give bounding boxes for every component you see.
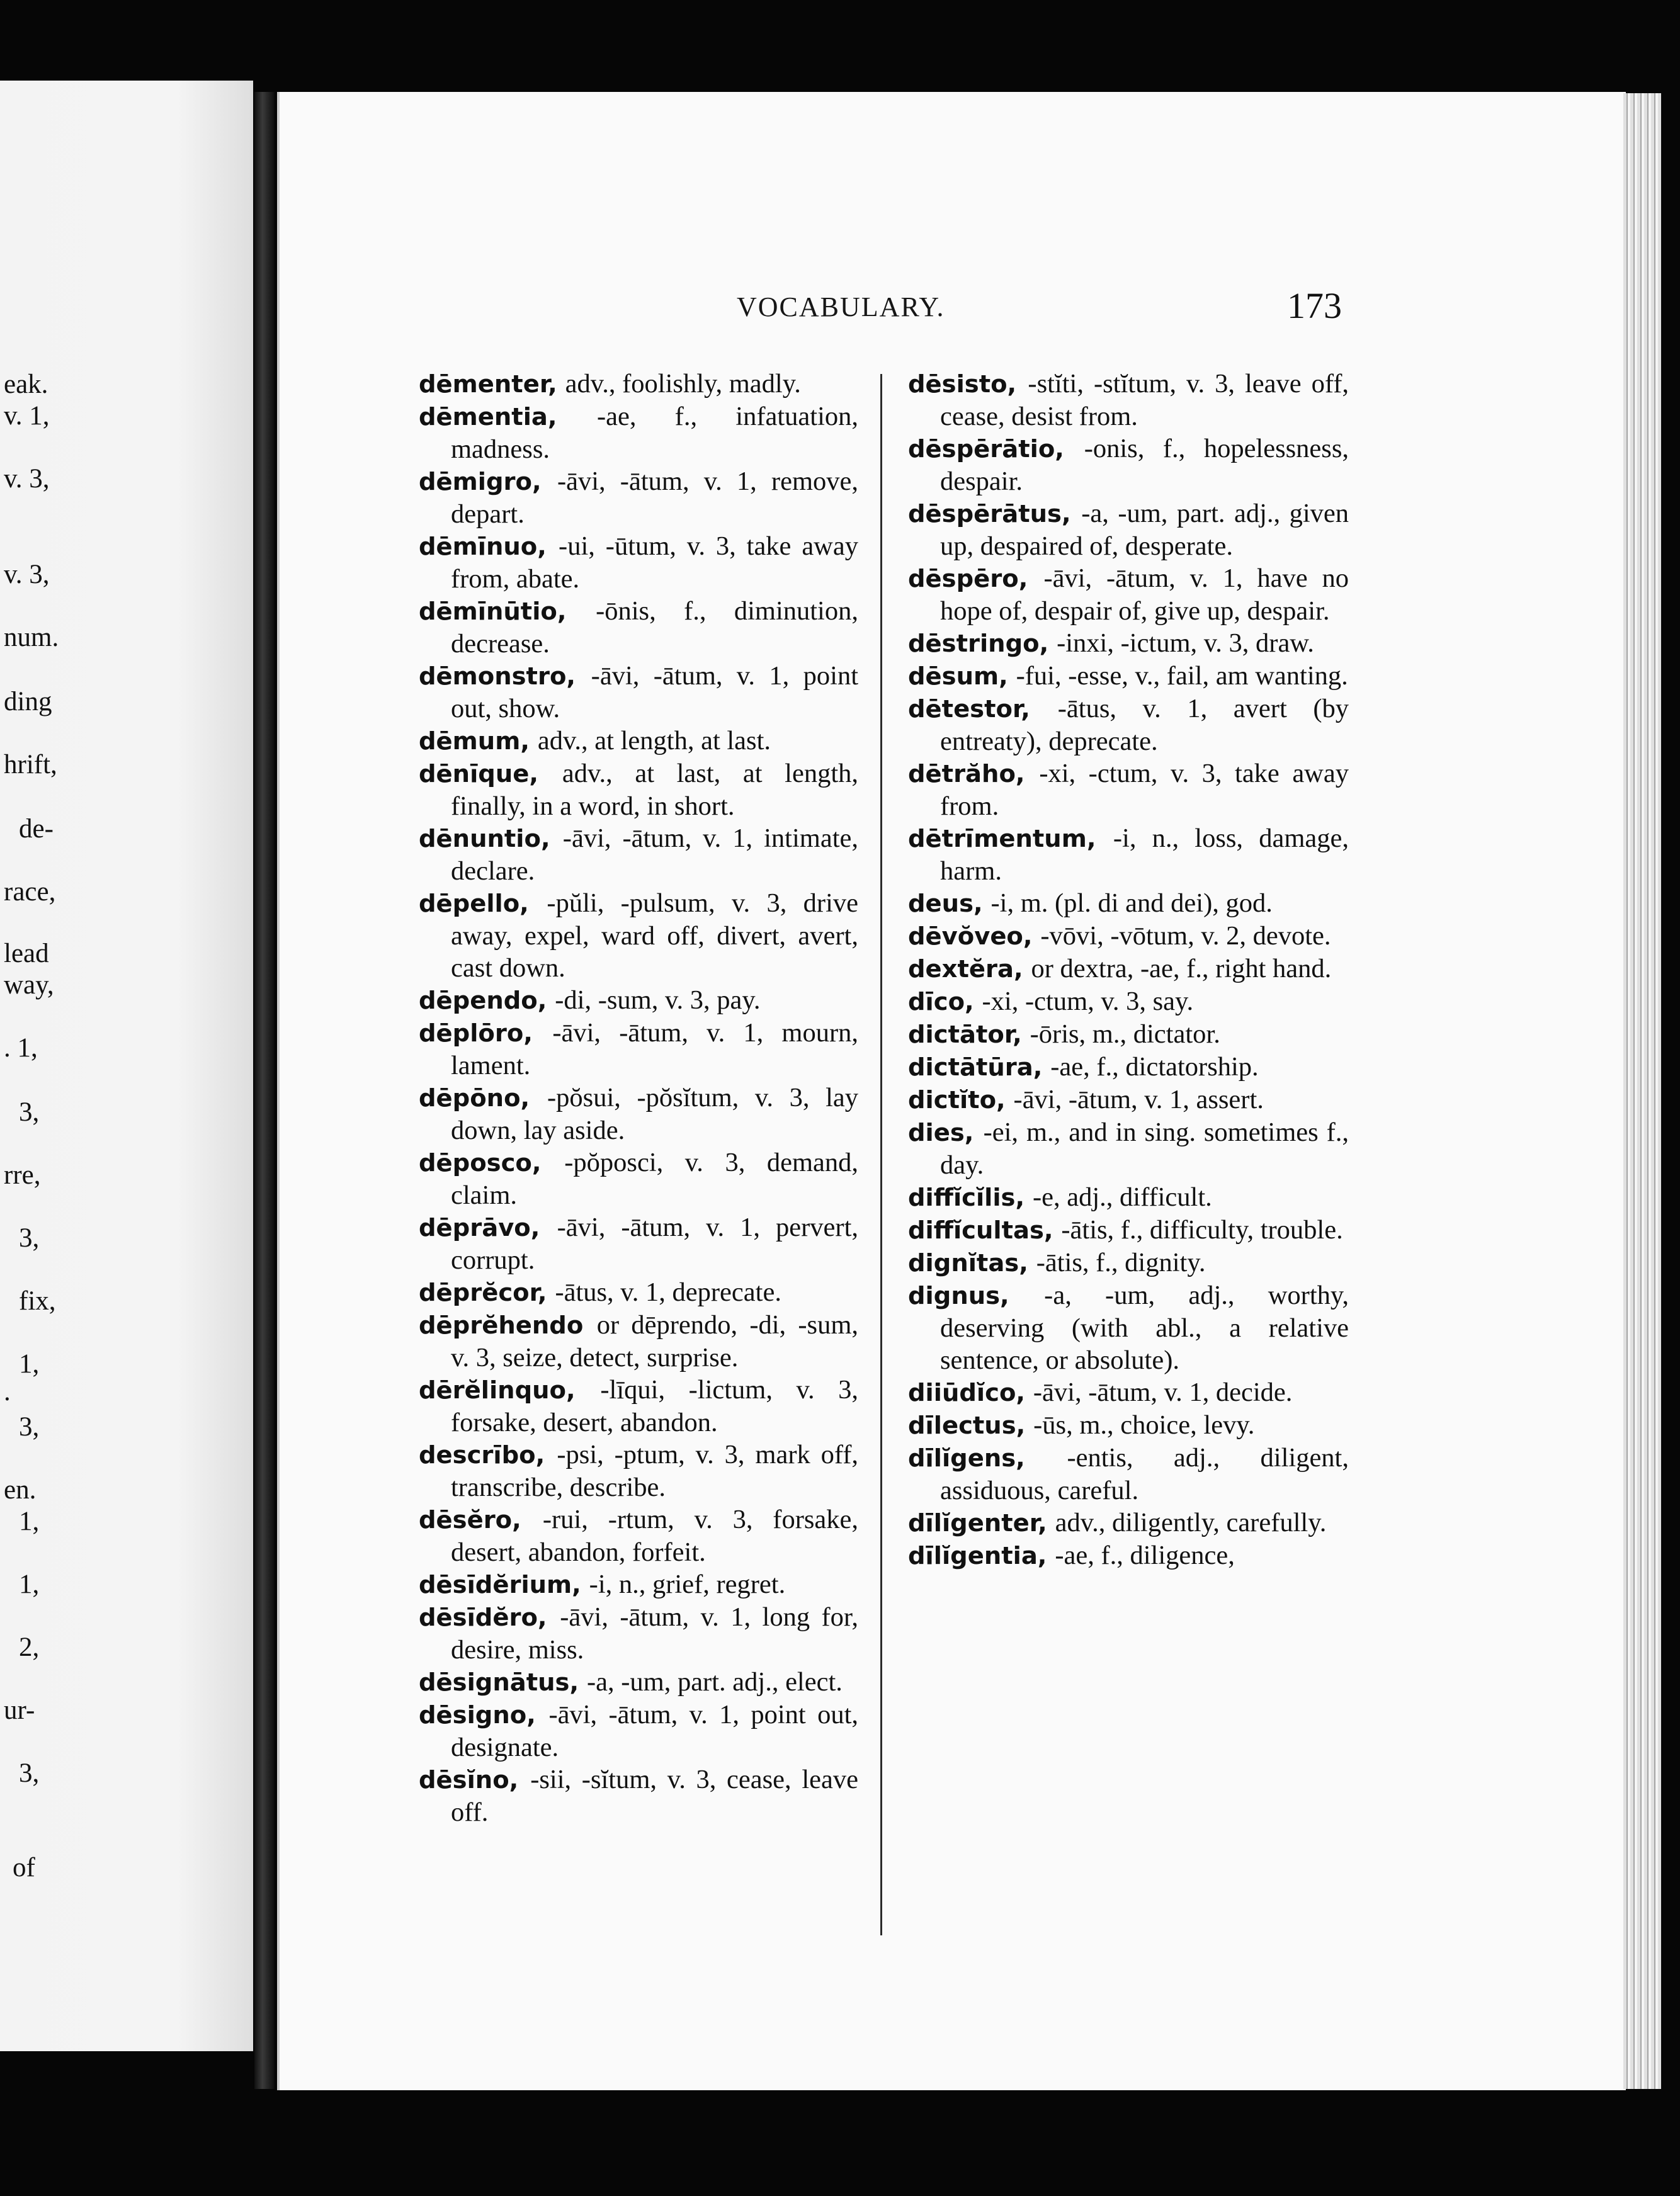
entry-headword: dēmigro, bbox=[419, 468, 542, 496]
entry-definition: -i, n., loss, damage, harm. bbox=[940, 824, 1349, 886]
entry-definition: -e, adj., difficult. bbox=[1032, 1182, 1212, 1212]
entry-definition: -ātis, f., difficulty, trouble. bbox=[1061, 1215, 1343, 1245]
vocabulary-entry bbox=[908, 985, 1349, 1018]
vocabulary-entry bbox=[908, 1181, 1349, 1214]
left-fragment-line: 3, bbox=[19, 1758, 40, 1788]
vocabulary-entry bbox=[908, 1051, 1349, 1084]
vocabulary-entry bbox=[419, 984, 858, 1017]
entry-definition: -vōvi, -vōtum, v. 2, devote. bbox=[1040, 921, 1331, 951]
entry-headword: dēmenter, bbox=[419, 370, 557, 399]
left-fragment-line: ding bbox=[4, 687, 52, 716]
left-fragment-line: 1, bbox=[19, 1507, 40, 1536]
entry-definition: -inxi, -ictum, v. 3, draw. bbox=[1057, 628, 1314, 658]
column-divider bbox=[880, 374, 882, 1935]
entry-definition: -ātis, f., dignity. bbox=[1036, 1248, 1206, 1277]
vocabulary-entry bbox=[419, 1146, 858, 1211]
entry-definition: -āvi, -ātum, v. 1, intimate, declare. bbox=[451, 824, 858, 886]
vocabulary-entry bbox=[908, 822, 1349, 887]
entry-headword: dextĕra, bbox=[908, 955, 1023, 983]
vocabulary-entry bbox=[908, 1247, 1349, 1279]
left-fragment-line: ur- bbox=[4, 1695, 35, 1725]
entry-headword: dēsĕro, bbox=[419, 1506, 521, 1534]
entry-headword: diffĭcĭlis, bbox=[908, 1184, 1025, 1212]
vocabulary-entry bbox=[908, 1214, 1349, 1247]
vocabulary-entry bbox=[908, 497, 1349, 562]
left-fragment-line: v. 1, bbox=[4, 401, 50, 431]
entry-definition: or dextra, -ae, f., right hand. bbox=[1031, 954, 1332, 983]
entry-headword: diiūdĭco, bbox=[908, 1379, 1026, 1407]
entry-headword: dēsum, bbox=[908, 662, 1008, 691]
vocabulary-entry bbox=[908, 1507, 1349, 1539]
entry-headword: dēprĕhendo bbox=[419, 1311, 584, 1340]
entry-definition: -i, n., grief, regret. bbox=[589, 1570, 786, 1599]
vocabulary-entry bbox=[419, 1601, 858, 1666]
entry-definition: adv., foolishly, madly. bbox=[565, 369, 801, 399]
running-header: VOCABULARY. bbox=[737, 291, 945, 322]
entry-definition: -ae, f., dictatorship. bbox=[1050, 1052, 1259, 1082]
entry-headword: deus, bbox=[908, 890, 983, 918]
entry-headword: dēsĭno, bbox=[419, 1766, 519, 1794]
entry-definition: -rui, -rtum, v. 3, forsake, desert, abandon, forfeit. bbox=[451, 1505, 858, 1567]
left-fragment-line: eak. bbox=[4, 370, 48, 399]
vocabulary-entry bbox=[419, 1276, 858, 1309]
entry-headword: diffĭcultas, bbox=[908, 1216, 1053, 1245]
entry-definition: -fui, -esse, v., fail, am wanting. bbox=[1016, 661, 1348, 691]
entry-definition: adv., at last, at length, finally, in a word, in short. bbox=[451, 759, 859, 821]
entry-definition: -a, -um, adj., worthy, deserving (with abl., a relative sentence, or absolute). bbox=[940, 1281, 1349, 1375]
vocabulary-entry bbox=[908, 368, 1349, 433]
entry-definition: -pŏsui, -pŏsĭtum, v. 3, lay down, lay aside. bbox=[451, 1083, 858, 1145]
vocabulary-entry bbox=[419, 887, 858, 984]
entry-definition: -ātus, v. 1, avert (by entreaty), deprecate. bbox=[940, 694, 1349, 756]
entry-definition: -sii, -sĭtum, v. 3, cease, leave off. bbox=[451, 1765, 858, 1827]
left-fragment-line: 3, bbox=[19, 1412, 40, 1442]
entry-headword: dēplōro, bbox=[419, 1019, 533, 1048]
entry-headword: dētestor, bbox=[908, 695, 1030, 723]
vocabulary-entry bbox=[419, 822, 858, 887]
vocabulary-entry bbox=[908, 627, 1349, 660]
entry-definition: -i, m. (pl. di and dei), god. bbox=[990, 888, 1273, 918]
entry-definition: -āvi, -ātum, v. 1, long for, desire, miss. bbox=[451, 1602, 859, 1665]
vocabulary-entry bbox=[419, 368, 858, 400]
entry-headword: dēsigno, bbox=[419, 1701, 536, 1729]
entry-definition: -ūs, m., choice, levy. bbox=[1033, 1410, 1255, 1440]
entry-definition: -āvi, -ātum, v. 1, assert. bbox=[1013, 1085, 1264, 1114]
left-fragment-line: race, bbox=[4, 877, 56, 907]
entry-definition: -ātus, v. 1, deprecate. bbox=[555, 1277, 781, 1307]
vocabulary-entry bbox=[908, 562, 1349, 627]
entry-headword: dēsisto, bbox=[908, 370, 1017, 399]
entry-headword: dērĕlinquo, bbox=[419, 1376, 576, 1405]
vocabulary-entry bbox=[908, 920, 1349, 953]
entry-headword: dēstringo, bbox=[908, 630, 1049, 658]
vocabulary-entry bbox=[908, 953, 1349, 985]
left-fragment-line: v. 3, bbox=[4, 464, 50, 494]
vocabulary-entry bbox=[419, 1503, 858, 1568]
entry-headword: dēmīnuo, bbox=[419, 533, 547, 561]
vocabulary-entry bbox=[419, 1211, 858, 1276]
entry-headword: dēmīnūtio, bbox=[419, 597, 567, 626]
vocabulary-entry bbox=[419, 465, 858, 530]
vocabulary-entry bbox=[908, 1409, 1349, 1442]
left-fragment-line: . bbox=[4, 1377, 11, 1406]
book-gutter bbox=[254, 92, 275, 2089]
left-fragment-line: of bbox=[13, 1853, 35, 1882]
entry-headword: dictĭto, bbox=[908, 1086, 1006, 1114]
entry-headword: dēspēro, bbox=[908, 565, 1028, 593]
entry-definition: -psi, -ptum, v. 3, mark off, transcribe, describe. bbox=[451, 1440, 859, 1502]
entry-headword: dēpello, bbox=[419, 890, 529, 918]
entry-definition: -pŏposci, v. 3, demand, claim. bbox=[451, 1148, 859, 1210]
left-fragment-line: fix, bbox=[19, 1286, 56, 1316]
entry-definition: -āvi, -ātum, v. 1, point out, designate. bbox=[451, 1700, 859, 1762]
vocabulary-column-right bbox=[908, 368, 1349, 1572]
left-fragment-line: . 1, bbox=[4, 1033, 38, 1063]
vocabulary-entry bbox=[419, 1374, 858, 1439]
left-fragment-line: rre, bbox=[4, 1160, 41, 1190]
entry-headword: dictātor, bbox=[908, 1021, 1022, 1049]
entry-headword: dēnuntio, bbox=[419, 825, 550, 853]
entry-headword: dignus, bbox=[908, 1282, 1009, 1310]
entry-headword: dēmentia, bbox=[419, 403, 557, 431]
entry-headword: dēspērātus, bbox=[908, 500, 1071, 528]
entry-definition: -di, -sum, v. 3, pay. bbox=[555, 985, 761, 1015]
left-fragment-line: num. bbox=[4, 623, 59, 652]
entry-definition: -ae, f., infatuation, madness. bbox=[451, 402, 858, 464]
vocabulary-entry bbox=[908, 693, 1349, 757]
vocabulary-entry bbox=[908, 660, 1349, 693]
vocabulary-entry bbox=[419, 1666, 858, 1699]
left-fragment-line: en. bbox=[4, 1475, 37, 1505]
entry-headword: dīlĭgenter, bbox=[908, 1509, 1047, 1537]
left-fragment-line: 2, bbox=[19, 1633, 40, 1662]
vocabulary-entry bbox=[419, 660, 858, 725]
page-number: 173 bbox=[1287, 285, 1342, 326]
entry-definition: or dēprendo, -di, -sum, v. 3, seize, detect, surprise. bbox=[451, 1310, 859, 1372]
entry-definition: -āvi, -ātum, v. 1, have no hope of, despair of, give up, despair. bbox=[940, 563, 1349, 626]
left-fragment-line: way, bbox=[4, 970, 54, 1000]
entry-definition: -onis, f., hopelessness, despair. bbox=[940, 434, 1349, 496]
vocabulary-column-left bbox=[419, 368, 858, 1828]
entry-definition: -ae, f., diligence, bbox=[1055, 1541, 1235, 1570]
vocabulary-entry bbox=[908, 1116, 1349, 1181]
left-fragment-line: lead bbox=[4, 939, 49, 968]
entry-headword: dies, bbox=[908, 1119, 974, 1147]
entry-headword: dīco, bbox=[908, 988, 974, 1016]
vocabulary-entry bbox=[419, 595, 858, 660]
vocabulary-entry bbox=[908, 887, 1349, 920]
entry-headword: dētrīmentum, bbox=[908, 825, 1096, 853]
entry-headword: dēposco, bbox=[419, 1149, 542, 1177]
entry-headword: dīlĭgentia, bbox=[908, 1542, 1047, 1570]
entry-definition: -līqui, -lictum, v. 3, forsake, desert, abandon. bbox=[451, 1375, 858, 1437]
vocabulary-entry bbox=[419, 1763, 858, 1828]
entry-definition: -āvi, -ātum, v. 1, decide. bbox=[1033, 1378, 1293, 1407]
left-fragment-line: 3, bbox=[19, 1097, 40, 1127]
vocabulary-entry bbox=[908, 1018, 1349, 1051]
vocabulary-entry bbox=[419, 725, 858, 757]
left-fragment-line: de- bbox=[19, 814, 54, 844]
entry-headword: dēvŏveo, bbox=[908, 922, 1033, 951]
vocabulary-entry bbox=[419, 1439, 858, 1503]
entry-headword: dīlĭgens, bbox=[908, 1444, 1025, 1473]
page-edge-stack bbox=[1623, 93, 1661, 2089]
left-fragment-line: 1, bbox=[19, 1570, 40, 1599]
vocabulary-entry bbox=[908, 1539, 1349, 1572]
entry-definition: -ei, m., and in sing. sometimes f., day. bbox=[940, 1118, 1349, 1180]
vocabulary-entry bbox=[908, 757, 1349, 822]
vocabulary-entry bbox=[419, 757, 858, 822]
entry-headword: dēsīdĕro, bbox=[419, 1604, 547, 1632]
vocabulary-entry bbox=[419, 1568, 858, 1601]
entry-definition: -a, -um, part. adj., elect. bbox=[586, 1667, 843, 1697]
entry-definition: -xi, -ctum, v. 3, take away from. bbox=[940, 759, 1349, 821]
left-fragment-line: 1, bbox=[19, 1349, 40, 1379]
entry-definition: -entis, adj., diligent, assiduous, careful. bbox=[940, 1443, 1349, 1505]
entry-definition: adv., at length, at last. bbox=[537, 726, 771, 756]
left-fragment-line: hrift, bbox=[4, 750, 57, 779]
vocabulary-entry bbox=[908, 1442, 1349, 1507]
entry-headword: dignĭtas, bbox=[908, 1249, 1028, 1277]
vocabulary-entry bbox=[419, 1699, 858, 1763]
entry-headword: dētrăho, bbox=[908, 760, 1025, 788]
entry-definition: -pŭli, -pulsum, v. 3, drive away, expel, ward off, divert, avert, cast down. bbox=[451, 888, 858, 983]
entry-definition: adv., diligently, carefully. bbox=[1055, 1508, 1327, 1537]
entry-headword: dēprĕcor, bbox=[419, 1279, 547, 1307]
entry-definition: -ōris, m., dictator. bbox=[1030, 1019, 1220, 1049]
vocabulary-entry bbox=[908, 1084, 1349, 1116]
vocabulary-entry bbox=[419, 530, 858, 595]
entry-definition: -ōnis, f., diminution, decrease. bbox=[451, 596, 858, 659]
entry-headword: dēnīque, bbox=[419, 760, 538, 788]
entry-definition: -stĭti, -stĭtum, v. 3, leave off, cease, desist from. bbox=[940, 369, 1349, 431]
entry-headword: dēmum, bbox=[419, 727, 530, 756]
left-fragment-line: v. 3, bbox=[4, 560, 50, 589]
vocabulary-entry bbox=[419, 1309, 858, 1374]
left-page-fragment bbox=[0, 81, 253, 2051]
entry-headword: dēpendo, bbox=[419, 987, 547, 1015]
entry-headword: dictātūra, bbox=[908, 1053, 1043, 1082]
entry-definition: -āvi, -ātum, v. 1, mourn, lament. bbox=[451, 1018, 858, 1080]
entry-headword: dīlectus, bbox=[908, 1412, 1026, 1440]
vocabulary-entry bbox=[419, 1082, 858, 1146]
entry-headword: dēpōno, bbox=[419, 1084, 530, 1112]
entry-headword: dēmonstro, bbox=[419, 662, 576, 691]
vocabulary-entry bbox=[908, 1376, 1349, 1409]
entry-definition: -āvi, -ātum, v. 1, point out, show. bbox=[451, 661, 859, 723]
entry-definition: -xi, -ctum, v. 3, say. bbox=[982, 987, 1194, 1016]
entry-headword: dēsignātus, bbox=[419, 1668, 579, 1697]
vocabulary-entry bbox=[908, 433, 1349, 497]
entry-definition: -āvi, -ātum, v. 1, pervert, corrupt. bbox=[451, 1213, 858, 1275]
vocabulary-entry bbox=[419, 400, 858, 465]
entry-headword: dēspērātio, bbox=[908, 435, 1064, 463]
entry-definition: -a, -um, part. adj., given up, despaired of, desperate. bbox=[940, 499, 1349, 561]
vocabulary-entry bbox=[419, 1017, 858, 1082]
entry-headword: dēsīdĕrium, bbox=[419, 1571, 581, 1599]
entry-headword: descrībo, bbox=[419, 1441, 545, 1469]
entry-headword: dēprāvo, bbox=[419, 1214, 540, 1242]
left-fragment-line: 3, bbox=[19, 1223, 40, 1253]
entry-definition: -āvi, -ātum, v. 1, remove, depart. bbox=[451, 467, 858, 529]
entry-definition: -ui, -ūtum, v. 3, take away from, abate. bbox=[451, 531, 858, 594]
vocabulary-entry bbox=[908, 1279, 1349, 1376]
